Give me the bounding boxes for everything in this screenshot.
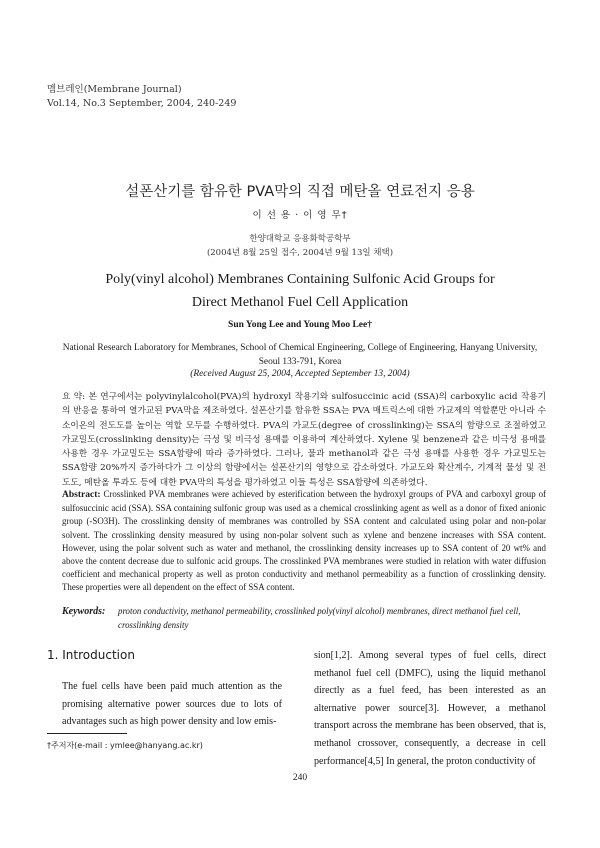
title-korean: 설폰산기를 함유한 PVA막의 직접 메탄올 연료전지 응용: [125, 184, 475, 200]
affiliation-english-line2: Seoul 133-791, Korea: [258, 356, 342, 367]
affiliation-korean-name: 한양대학교 응용화학공학부: [249, 234, 351, 244]
title-english: [0, 268, 600, 314]
body-text-right-column: sion[1,2]. Among several types of fuel cells, direct methanol fuel cell (DMFC), using the liquid methanol directly as a fuel feed, has been interested as an alternative power source[3]. However, a methanol transport across the membrane has been observed, that is, methanol crossover, consequently, a decrease in cell performance[4,5] In general, the proton conductivity of: [314, 650, 546, 767]
abstract-korean: 요 약: 본 연구에서는 polyvinylalcohol(PVA)의 hydroxyl 작용기와 sulfosuccinic acid (SSA)의 carboxylic acid 작용기의 반응을 통하여 열가교된 PVA막을 제조하였다. 설폰산기를 함유한 SSA는 PVA 매트릭스에 대한 가교제의 역할뿐만 아니라 수소이온의 전도도를 높이는 역할 모두를 수행하였다. PVA의 가교도(degree of crosslinking)는 SSA의 함량으로 조절하였고 가교밀도(crosslinking density)는 극성 및 비극성 용매를 이용하여 계산하였다. Xylene 및 benzene과 같은 비극성 용매를 사용한 경우 가교밀도는 SSA함량에 따라 증가하였다. 그러나, 물과 methanol과 같은 극성 용매를 사용한 경우 가교밀도는 SSA함량 20%까지 증가하다가 그 이상의 함량에서는 설폰산기의 영향으로 감소하였다. 가교도와 확산계수, 기계적 물성 및 전도도, 메탄올 투과도 등에 대한 PVA막의 특성을 평가하였고 이들 특성은 SSA함량에 의존하였다.: [62, 392, 546, 488]
footnote-divider: [47, 733, 127, 734]
keywords-label: Keywords:: [62, 606, 106, 617]
page-number: 240: [292, 773, 308, 783]
affiliation-english: [62, 342, 538, 369]
journal-name: 멤브레인(Membrane Journal): [47, 84, 182, 95]
dates-korean: (2004년 8월 25일 접수, 2004년 9월 13일 채택): [206, 248, 394, 258]
section-heading: 1. Introduction: [47, 648, 135, 662]
abstract-label: Abstract:: [62, 490, 101, 500]
received-dates: (Received August 25, 2004, Accepted September 13, 2004): [190, 369, 410, 379]
title-english-line1: Poly(vinyl alcohol) Membranes Containing Sulfonic Acid Groups for: [105, 272, 495, 287]
authors-korean: 이 선 용 · 이 영 무†: [252, 210, 348, 221]
journal-header: [47, 83, 236, 111]
title-english-line2: Direct Methanol Fuel Cell Application: [191, 295, 409, 310]
keywords-body: proton conductivity, methanol permeability, crosslinked poly(vinyl alcohol) membranes, direct methanol fuel cell, crosslinking density: [118, 606, 521, 630]
body-text-left-column: The fuel cells have been paid much attention as the promising alternative power sources due to lots of advantages such as high power density and low emis-: [62, 681, 282, 728]
keywords: [62, 605, 546, 632]
footnote-email: †주저자(e-mail : ymlee@hanyang.ac.kr): [47, 741, 203, 750]
affiliation-english-line1: National Research Laboratory for Membranes, School of Chemical Engineering, College of Engineering, Hanyang University,: [62, 343, 538, 353]
affiliation-korean: [0, 232, 600, 260]
abstract-body: Crosslinked PVA membranes were achieved by esterification between the hydroxyl groups of PVA and carboxyl group of sulfosuccinic acid (SSA). SSA containing sulfonic group was used as a chemical crosslinking agent as well as a donor of fixed anionic group (-SO3H). The crosslinking density of membranes was controlled by SSA content and calculated using polar and non-polar solvent. The crosslinking density measured by using non-polar solvent such as xylene and benzene increases with SSA content. However, using the polar solvent such as water and methanol, the crosslinking density increases up to SSA content of 20 wt% and above the content decrease due to sulfonic acid groups. The crosslinked PVA membranes were studied in relation with water diffusion coefficient and mechanical property as well as proton conductivity and methanol permeability as a function of crosslinking density. These properties were all dependent on the effect of SSA content.: [62, 489, 547, 593]
authors-english: Sun Yong Lee and Young Moo Lee†: [228, 320, 372, 330]
abstract-english: [62, 488, 546, 595]
journal-volume: Vol.14, No.3 September, 2004, 240-249: [47, 98, 237, 109]
